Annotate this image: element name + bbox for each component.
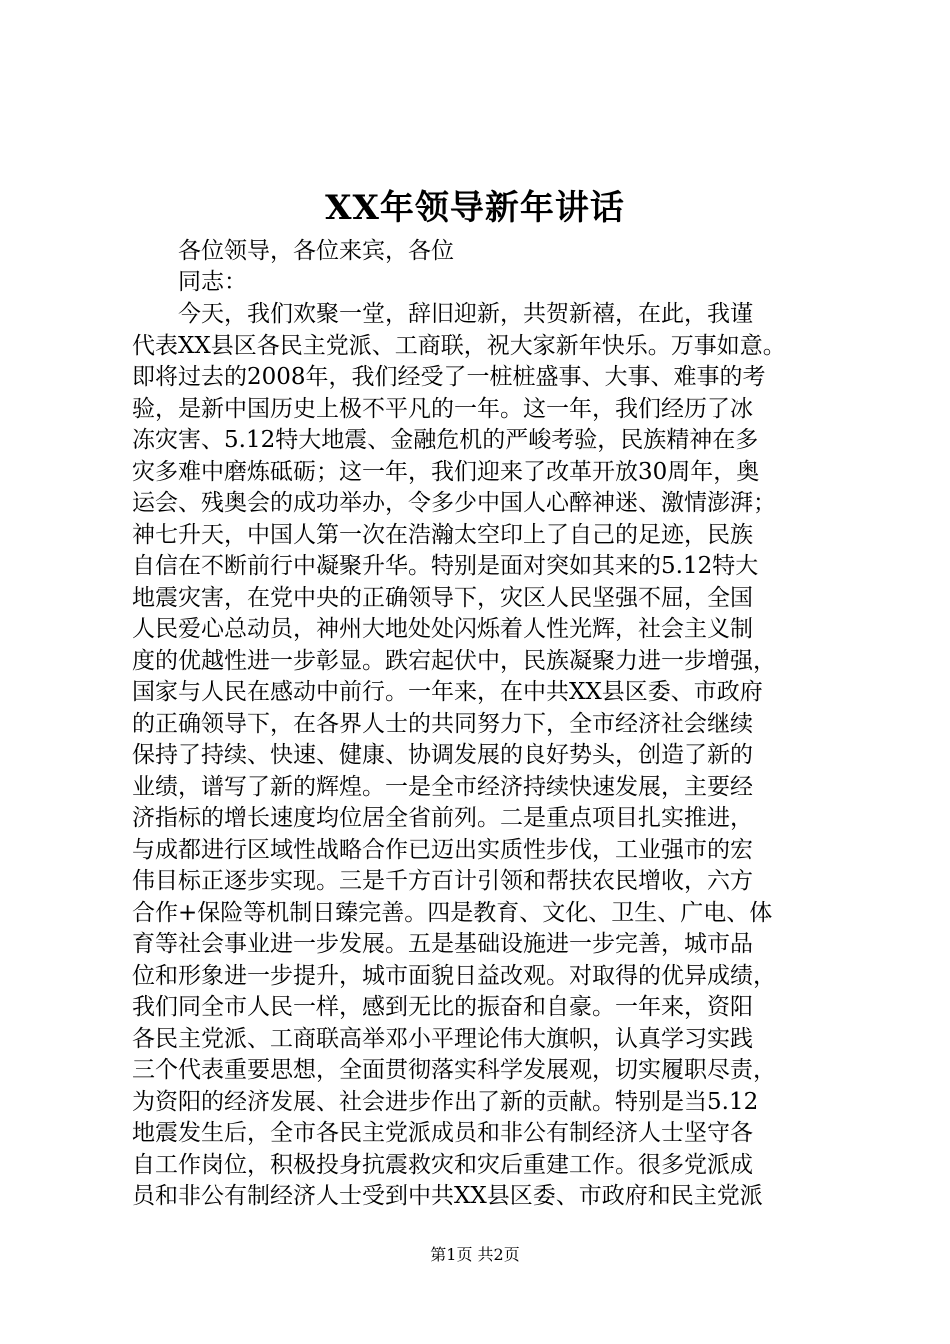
body-line: 地震灾害，在党中央的正确领导下，灾区人民坚强不屈，全国 — [132, 585, 753, 611]
body-line: 三个代表重要思想，全面贯彻落实科学发展观，切实履职尽责， — [132, 1057, 776, 1083]
body-line: 国家与人民在感动中前行。一年来，在中共XX县区委、市政府 — [132, 679, 763, 705]
body-line: 业绩，谱写了新的辉煌。一是全市经济持续快速发展，主要经 — [132, 774, 753, 800]
body-line: 济指标的增长速度均位居全省前列。二是重点项目扎实推进， — [132, 805, 753, 831]
body-line: 育等社会事业进一步发展。五是基础设施进一步完善，城市品 — [132, 931, 753, 957]
body-line: 各民主党派、工商联高举邓小平理论伟大旗帜，认真学习实践 — [132, 1026, 753, 1052]
body-line: 位和形象进一步提升，城市面貌日益改观。对取得的优异成绩， — [132, 963, 776, 989]
salutation-line: 各位领导，各位来宾，各位 — [178, 238, 454, 264]
body-line: 合作+保险等机制日臻完善。四是教育、文化、卫生、广电、体 — [132, 900, 773, 926]
body-line: 冻灾害、5.12特大地震、金融危机的严峻考验，民族精神在多 — [132, 427, 759, 453]
body-line: 度的优越性进一步彰显。跌宕起伏中，民族凝聚力进一步增强， — [132, 648, 776, 674]
body-line: 神七升天，中国人第一次在浩瀚太空印上了自己的足迹，民族 — [132, 522, 753, 548]
body-line: 运会、残奥会的成功举办，令多少中国人心醉神迷、激情澎湃； — [132, 490, 776, 516]
body-line: 今天，我们欢聚一堂，辞旧迎新，共贺新禧，在此，我谨 — [178, 301, 753, 327]
body-line: 保持了持续、快速、健康、协调发展的良好势头，创造了新的 — [132, 742, 753, 768]
body-line: 伟目标正逐步实现。三是千方百计引领和帮扶农民增收，六方 — [132, 868, 753, 894]
body-line: 为资阳的经济发展、社会进步作出了新的贡献。特别是当5.12 — [132, 1089, 759, 1115]
body-line: 代表XX县区各民主党派、工商联，祝大家新年快乐。万事如意。 — [132, 333, 786, 359]
salutation-line: 同志： — [178, 269, 247, 295]
body-line: 与成都进行区域性战略合作已迈出实质性步伐，工业强市的宏 — [132, 837, 753, 863]
body-line: 自信在不断前行中凝聚升华。特别是面对突如其来的5.12特大 — [132, 553, 759, 579]
body-line: 灾多难中磨炼砥砺；这一年，我们迎来了改革开放30周年，奥 — [132, 459, 760, 485]
body-line: 人民爱心总动员，神州大地处处闪烁着人性光辉，社会主义制 — [132, 616, 753, 642]
body-line: 即将过去的2008年，我们经受了一桩桩盛事、大事、难事的考 — [132, 364, 766, 390]
body-line: 员和非公有制经济人士受到中共XX县区委、市政府和民主党派 — [132, 1183, 763, 1209]
body-line: 自工作岗位，积极投身抗震救灾和灾后重建工作。很多党派成 — [132, 1152, 753, 1178]
body-line: 我们同全市人民一样，感到无比的振奋和自豪。一年来，资阳 — [132, 994, 753, 1020]
page-title: XX年领导新年讲话 — [325, 188, 625, 228]
body-line: 地震发生后，全市各民主党派成员和非公有制经济人士坚守各 — [132, 1120, 753, 1146]
body-line: 验，是新中国历史上极不平凡的一年。这一年，我们经历了冰 — [132, 396, 753, 422]
page-footer: 第1页 共2页 — [430, 1245, 520, 1264]
body-line: 的正确领导下，在各界人士的共同努力下，全市经济社会继续 — [132, 711, 753, 737]
